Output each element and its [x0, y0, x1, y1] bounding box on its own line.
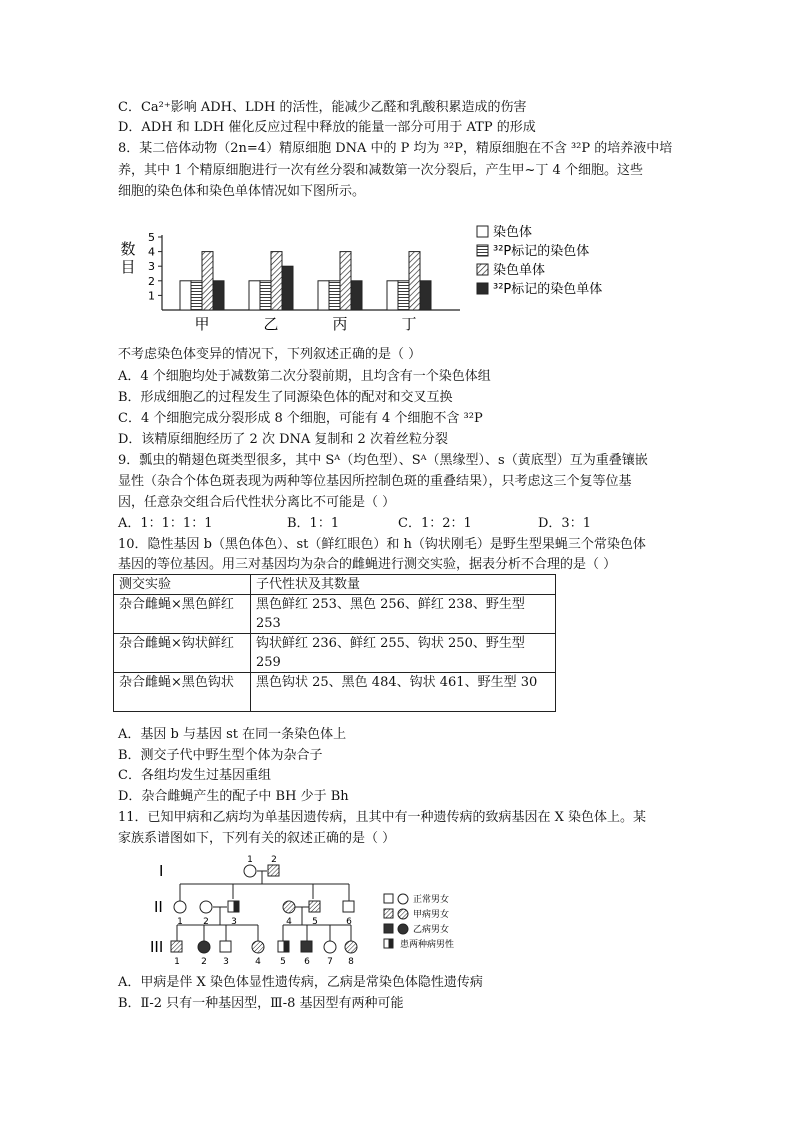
q10-option-d: D．杂合雌蝇产生的配子中 BH 少于 Bh [118, 789, 349, 804]
legend-label: ³²P标记的染色单体 [493, 282, 603, 297]
q8-stem-line2: 养，其中 1 个精原细胞进行一次有丝分裂和减数第一次分裂后，产生甲~丁 4 个细胞。这些 [118, 163, 643, 178]
bar [387, 281, 398, 310]
individual-number: 1 [247, 855, 253, 865]
table-cell: 钩状鲜红 236、鲜红 255、钩状 250、野生型 259 [251, 634, 556, 673]
individual-number: 7 [327, 957, 333, 967]
pedigree-III-5-male [278, 941, 289, 952]
pedigree-chart [150, 852, 500, 970]
q11-stem-line1: 11．已知甲病和乙病均为单基因遗传病，且其中有一种遗传病的致病基因在 X 染色体上。某 [118, 810, 647, 825]
table-cell: 杂合雌蝇×钩状鲜红 [114, 634, 251, 673]
table-row [114, 595, 556, 634]
q9-option-a: A．1：1：1：1 [118, 516, 213, 531]
q10-option-b: B．测交子代中野生型个体为杂合子 [118, 748, 323, 763]
q8-option-d: D．该精原细胞经历了 2 次 DNA 复制和 2 次着丝粒分裂 [118, 432, 448, 447]
pedigree-II-2-female [200, 901, 212, 913]
legend-yi-male [384, 924, 393, 933]
individual-number: 6 [304, 957, 310, 967]
bar [191, 281, 202, 310]
legend-label: 患两种病男性 [400, 940, 455, 950]
individual-number: 2 [203, 917, 209, 927]
generation-label: I [159, 862, 164, 880]
individual-number: 3 [231, 917, 237, 927]
table-row [114, 673, 556, 712]
bar [202, 252, 213, 310]
pedigree-III-2-female [198, 941, 210, 953]
y-tick-label: 2 [148, 274, 155, 288]
generation-label: III [150, 938, 164, 956]
pedigree-III-4-female [252, 941, 264, 953]
table-row [114, 634, 556, 673]
bar [282, 266, 293, 310]
legend-swatch [477, 245, 488, 256]
pedigree-II-5-male [309, 901, 320, 912]
pedigree-I-2-male [268, 865, 279, 876]
individual-number: 6 [346, 917, 352, 927]
table-header-cell: 测交实验 [114, 575, 251, 595]
bar [213, 281, 224, 310]
q8-stem-line1: 8．某二倍体动物（2n=4）精原细胞 DNA 中的 P 均为 ³²P，精原细胞在不含 ³²P 的培养液中培 [118, 141, 673, 156]
q10-option-c: C．各组均发生过基因重组 [118, 768, 271, 783]
x-category-label: 甲 [194, 315, 210, 333]
table-header-row [114, 575, 556, 595]
pedigree-III-6-male [301, 941, 312, 952]
q11-option-b: B．Ⅱ-2 只有一种基因型，Ⅲ-8 基因型有两种可能 [118, 996, 404, 1011]
pedigree-III-1-male [171, 941, 182, 952]
table-cell: 黑色鲜红 253、黑色 256、鲜红 238、野生型 253 [251, 595, 556, 634]
q8-option-b: B．形成细胞乙的过程发生了同源染色体的配对和交叉互换 [118, 390, 453, 405]
pedigree-III-8-female [345, 941, 357, 953]
q9-option-d: D．3：1 [538, 516, 591, 531]
pedigree-III-3-male [220, 941, 231, 952]
bar [409, 252, 420, 310]
legend-normal-male [384, 894, 393, 903]
pedigree-II-1-female [174, 901, 186, 913]
legend-swatch [477, 264, 488, 275]
q10-stem-line1: 10．隐性基因 b（黑色体色）、st（鲜红眼色）和 h（钩状刚毛）是野生型果蝇三个常染色体 [118, 537, 646, 552]
bar [398, 281, 409, 310]
x-category-label: 丙 [332, 315, 348, 333]
q9-stem-line2: 显性（杂合个体色斑表现为两种等位基因所控制色斑的重叠结果），只考虑这三个复等位基 [118, 474, 632, 489]
bar [271, 252, 282, 310]
x-category-label: 乙 [263, 315, 279, 333]
pedigree-III-7-female [324, 941, 336, 953]
individual-number: 8 [348, 957, 354, 967]
individual-number: 4 [255, 957, 261, 967]
individual-number: 5 [280, 957, 286, 967]
q8-option-a: A．4 个细胞均处于减数第二次分裂前期，且均含有一个染色体组 [118, 369, 491, 384]
pedigree-II-4-female [283, 901, 295, 913]
q11-option-a: A．甲病是伴 X 染色体显性遗传病，乙病是常染色体隐性遗传病 [118, 975, 483, 990]
testcross-table [113, 574, 556, 712]
legend-jia-female [398, 909, 408, 919]
pedigree-II-6-male [343, 901, 354, 912]
individual-number: 1 [177, 917, 183, 927]
y-tick-label: 1 [148, 289, 155, 303]
legend-label: ³²P标记的染色体 [493, 244, 590, 259]
legend-label: 染色体 [493, 225, 533, 240]
x-category-label: 丁 [401, 315, 417, 333]
legend-yi-female [398, 924, 408, 934]
bar [180, 281, 191, 310]
legend-both-male [384, 939, 393, 948]
q8-stem-line3: 细胞的染色体和染色单体情况如下图所示。 [118, 184, 366, 199]
q9-stem-line1: 9．瓢虫的鞘翅色斑类型很多，其中 Sᴬ（均色型）、Sᴬ（黑缘型）、s（黄底型）互为重叠镶嵌 [118, 453, 648, 468]
q7-option-d: D．ADH 和 LDH 催化反应过程中释放的能量一部分可用于 ATP 的形成 [118, 120, 536, 135]
legend-jia-male [384, 909, 393, 918]
bar [351, 281, 362, 310]
y-tick-label: 4 [148, 245, 155, 259]
q8-option-c: C．4 个细胞完成分裂形成 8 个细胞，可能有 4 个细胞不含 ³²P [118, 411, 483, 426]
q9-stem-line3: 因，任意杂交组合后代性状分离比不可能是（ ） [118, 495, 396, 510]
q7-option-c: C．Ca²⁺影响 ADH、LDH 的活性，能减少乙醛和乳酸积累造成的伤害 [118, 100, 527, 115]
legend-label: 染色单体 [493, 263, 546, 278]
bar [420, 281, 431, 310]
y-tick-label: 5 [148, 231, 155, 244]
individual-number: 4 [286, 917, 292, 927]
legend-label: 正常男女 [413, 895, 450, 905]
individual-number: 3 [223, 957, 229, 967]
pedigree-II-3-male [228, 901, 239, 912]
q11-stem-line2: 家族系谱图如下，下列有关的叙述正确的是（ ） [118, 831, 396, 846]
individual-number: 5 [312, 917, 318, 927]
q8-bar-chart [120, 212, 640, 340]
q10-stem-line2: 基因的等位基因。用三对基因均为杂合的雌蝇进行测交实验，据表分析不合理的是（ ） [118, 557, 617, 572]
y-tick-label: 3 [148, 260, 155, 274]
individual-number: 1 [174, 957, 180, 967]
legend-label: 乙病男女 [413, 925, 450, 935]
bar [260, 281, 271, 310]
q8-question: 不考虑染色体变异的情况下，下列叙述正确的是（ ） [118, 347, 422, 362]
legend-swatch [477, 226, 488, 237]
pedigree-I-1-female [244, 865, 256, 877]
bar [329, 281, 340, 310]
generation-label: II [154, 898, 163, 916]
table-header-cell: 子代性状及其数量 [251, 575, 556, 595]
bar [340, 252, 351, 310]
bar [249, 281, 260, 310]
bar [318, 281, 329, 310]
q10-option-a: A．基因 b 与基因 st 在同一条染色体上 [118, 727, 347, 742]
individual-number: 2 [201, 957, 207, 967]
q9-option-c: C．1：2：1 [398, 516, 472, 531]
individual-number: 2 [271, 855, 277, 865]
table-cell: 杂合雌蝇×黑色钩状 [114, 673, 251, 712]
legend-swatch [477, 283, 488, 294]
y-axis-label-char2: 目 [120, 258, 136, 276]
table-cell: 黑色钩状 25、黑色 484、钩状 461、野生型 30 [251, 673, 556, 712]
legend-normal-female [398, 894, 408, 904]
q9-option-b: B．1：1 [287, 516, 340, 531]
legend-label: 甲病男女 [413, 910, 450, 920]
table-cell: 杂合雌蝇×黑色鲜红 [114, 595, 251, 634]
y-axis-label-char1: 数 [120, 240, 136, 258]
